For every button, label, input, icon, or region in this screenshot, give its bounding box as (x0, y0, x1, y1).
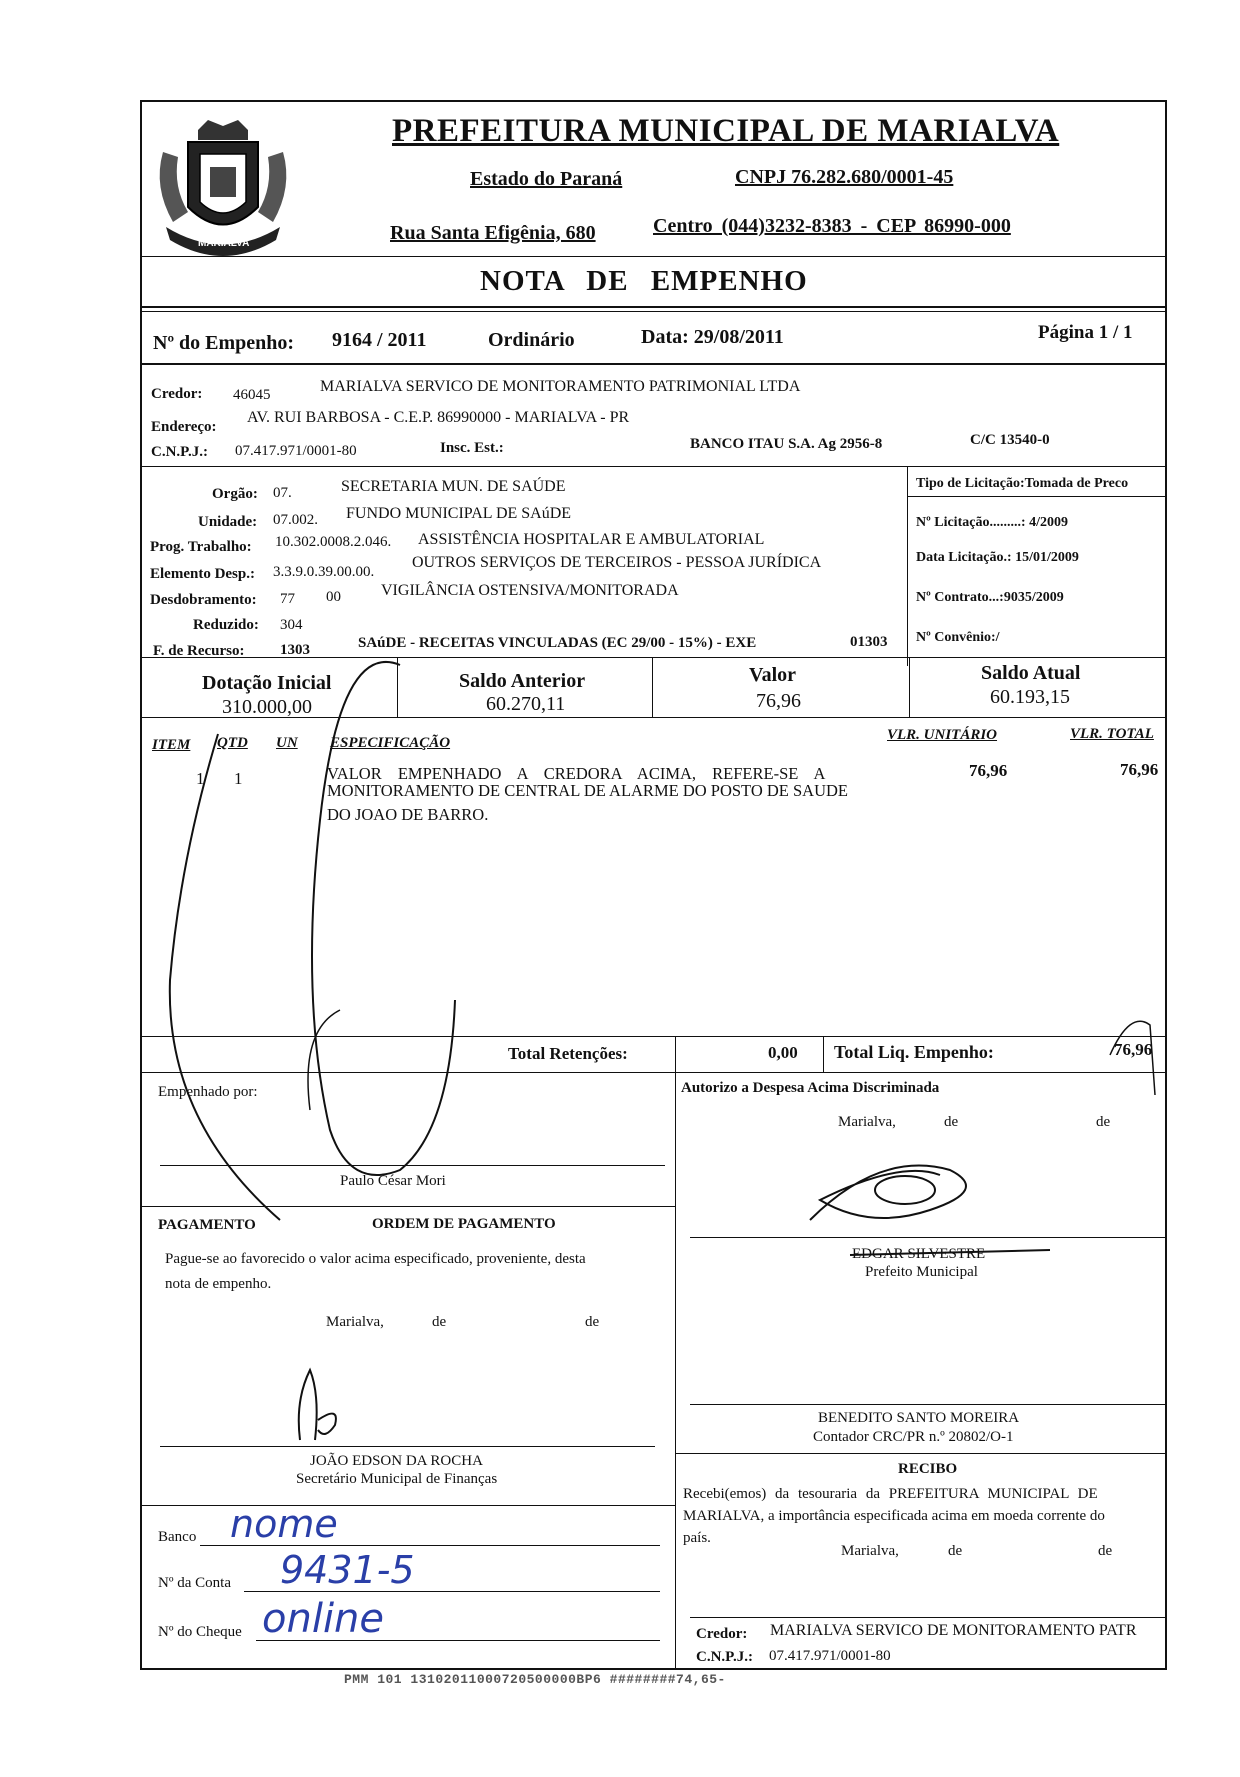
row-spec-line3: DO JOAO DE BARRO. (327, 805, 489, 824)
elemento-desc: OUTROS SERVIÇOS DE TERCEIROS - PESSOA JURÍDICA (412, 554, 822, 571)
credor-cc: C/C 13540-0 (970, 432, 1050, 448)
cheque-handwritten: online (262, 1596, 385, 1642)
empenho-date: Data: 29/08/2011 (641, 326, 784, 348)
autorizo-role: Prefeito Municipal (865, 1264, 978, 1280)
autorizo-label: Autorizo a Despesa Acima Discriminada (681, 1080, 940, 1096)
empenhado-label: Empenhado por: (158, 1084, 258, 1100)
tipo-licitacao: Tipo de Licitação:Tomada de Preco (916, 476, 1129, 491)
header-state: Estado do Paraná (470, 168, 623, 190)
cheque-label: Nº do Cheque (158, 1624, 242, 1640)
recurso-desc: SAúDE - RECEITAS VINCULADAS (EC 29/00 - 15%) - EXE (358, 635, 757, 651)
municipal-seal (148, 112, 298, 262)
prog-desc: ASSISTÊNCIA HOSPITALAR E AMBULATORIAL (418, 531, 765, 548)
col-vlr-unitario: VLR. UNITÁRIO (887, 727, 998, 743)
pagamento-text-line1: Pague-se ao favorecido o valor acima especificado, proveniente, desta (165, 1251, 586, 1267)
banco-handwritten: nome (230, 1502, 338, 1546)
dotacao-inicial-value: 310.000,00 (222, 696, 312, 718)
recibo-place: Marialva, (841, 1543, 899, 1559)
empenho-label: Nº do Empenho: (153, 332, 295, 354)
credor-code: 46045 (233, 387, 271, 403)
saldo-atual-label: Saldo Atual (981, 662, 1081, 684)
pagamento-de1: de (432, 1314, 447, 1330)
autorizo-name: EDGAR SILVESTRE (852, 1246, 986, 1262)
pagamento-name: JOÃO EDSON DA ROCHA (310, 1453, 483, 1469)
orgao-code: 07. (273, 485, 292, 501)
unidade-code: 07.002. (273, 512, 318, 528)
total-retencoes-label: Total Retenções: (508, 1044, 628, 1063)
elemento-label: Elemento Desp.: (150, 566, 255, 582)
cnpj-label: C.N.P.J.: (151, 444, 208, 460)
valor-value: 76,96 (756, 690, 801, 712)
recibo-de1: de (948, 1543, 963, 1559)
numero-convenio: Nº Convênio:/ (916, 630, 1000, 645)
page-title: PREFEITURA MUNICIPAL DE MARIALVA (392, 113, 1060, 149)
empenho-page: Página 1 / 1 (1038, 322, 1133, 343)
header-address: Rua Santa Efigênia, 680 (390, 222, 596, 244)
pagamento-place: Marialva, (326, 1314, 384, 1330)
recurso-code: 1303 (280, 642, 310, 658)
saldo-atual-value: 60.193,15 (990, 686, 1070, 708)
empenho-number: 9164 / 2011 (332, 329, 427, 351)
header-contact: Centro (044)3232-8383 - CEP 86990-000 (653, 215, 1011, 237)
header-cnpj: CNPJ 76.282.680/0001-45 (735, 166, 954, 188)
recibo-text-line1: Recebi(emos) da tesouraria da PREFEITURA MUNICIPAL DE (683, 1486, 1098, 1502)
numero-licitacao: Nº Licitação.........: 4/2009 (916, 515, 1068, 530)
endereco-label: Endereço: (151, 419, 217, 435)
conta-handwritten: 9431-5 (280, 1548, 415, 1592)
row-unit-value: 76,96 (969, 761, 1008, 780)
recibo-cnpj-value: 07.417.971/0001-80 (769, 1648, 891, 1664)
desdobramento-label: Desdobramento: (150, 592, 257, 608)
prog-label: Prog. Trabalho: (150, 539, 252, 555)
dotacao-inicial-label: Dotação Inicial (202, 672, 332, 694)
contador-name: BENEDITO SANTO MOREIRA (818, 1410, 1020, 1426)
footer-code: PMM 101 13102011000720500000BP6 ########74,65- (344, 1672, 726, 1687)
unidade-desc: FUNDO MUNICIPAL DE SAúDE (346, 505, 572, 522)
pagamento-role: Secretário Municipal de Finanças (296, 1471, 498, 1487)
pagamento-text-line2: nota de empenho. (165, 1276, 272, 1292)
orgao-desc: SECRETARIA MUN. DE SAÚDE (341, 478, 566, 495)
credor-address: AV. RUI BARBOSA - C.E.P. 86990000 - MARIALVA - PR (247, 409, 630, 426)
pagamento-label: PAGAMENTO (158, 1217, 256, 1233)
row-item: 1 (196, 769, 205, 788)
credor-name: MARIALVA SERVICO DE MONITORAMENTO PATRIMONIAL LTDA (320, 378, 801, 395)
col-un: UN (276, 735, 298, 751)
row-spec-line2: MONITORAMENTO DE CENTRAL DE ALARME DO POSTO DE SAUDE (327, 781, 848, 800)
valor-label: Valor (749, 664, 797, 686)
numero-contrato: Nº Contrato...:9035/2009 (916, 590, 1064, 605)
recibo-label: RECIBO (898, 1461, 958, 1477)
empenho-type: Ordinário (488, 329, 575, 351)
total-liquido-label: Total Liq. Empenho: (834, 1042, 994, 1062)
recurso-label: F. de Recurso: (153, 643, 245, 659)
pagamento-de2: de (585, 1314, 600, 1330)
total-liquido-value: 76,96 (1114, 1040, 1153, 1059)
desdobramento-code2: 00 (326, 589, 341, 605)
autorizo-de2: de (1096, 1114, 1111, 1130)
autorizo-place: Marialva, (838, 1114, 896, 1130)
insc-label: Insc. Est.: (440, 440, 504, 456)
recibo-text-line2: MARIALVA, a importância especificada acima em moeda corrente do (683, 1508, 1105, 1524)
credor-cnpj: 07.417.971/0001-80 (235, 443, 357, 459)
elemento-code: 3.3.9.0.39.00.00. (273, 564, 375, 580)
document-title: NOTA DE EMPENHO (480, 265, 808, 297)
credor-label: Credor: (151, 386, 203, 402)
recurso-code2: 01303 (850, 634, 888, 650)
col-especificacao: ESPECIFICAÇÃO (330, 735, 451, 751)
unidade-label: Unidade: (198, 514, 258, 530)
conta-label: Nº da Conta (158, 1575, 231, 1591)
credor-bank: BANCO ITAU S.A. Ag 2956-8 (690, 436, 883, 452)
recibo-cnpj-label: C.N.P.J.: (696, 1649, 753, 1665)
recibo-text-line3: país. (683, 1530, 711, 1546)
recibo-credor-label: Credor: (696, 1626, 748, 1642)
seal-text: MARIALVA (198, 238, 250, 249)
desdobramento-code: 77 (280, 591, 295, 607)
total-retencoes-value: 0,00 (768, 1043, 798, 1062)
data-licitacao: Data Licitação.: 15/01/2009 (916, 550, 1079, 565)
recibo-de2: de (1098, 1543, 1113, 1559)
row-total-value: 76,96 (1120, 760, 1159, 779)
empenhado-name: Paulo César Mori (340, 1173, 446, 1189)
saldo-anterior-value: 60.270,11 (486, 693, 566, 715)
col-item: ITEM (152, 737, 191, 753)
contador-role: Contador CRC/PR n.º 20802/O-1 (813, 1429, 1014, 1445)
recibo-credor-name: MARIALVA SERVICO DE MONITORAMENTO PATR (770, 1622, 1137, 1639)
reduzido-code: 304 (280, 617, 303, 633)
orgao-label: Orgão: (212, 486, 258, 502)
desdobramento-desc: VIGILÂNCIA OSTENSIVA/MONITORADA (381, 582, 679, 599)
col-qtd: QTD (217, 735, 248, 751)
banco-label: Banco (158, 1529, 197, 1545)
col-vlr-total: VLR. TOTAL (1070, 726, 1154, 742)
autorizo-de1: de (944, 1114, 959, 1130)
saldo-anterior-label: Saldo Anterior (459, 670, 586, 692)
row-spec-line1: VALOR EMPENHADO A CREDORA ACIMA, REFERE-SE A (327, 764, 826, 783)
reduzido-label: Reduzido: (193, 617, 259, 633)
prog-code: 10.302.0008.2.046. (275, 534, 392, 550)
row-qtd: 1 (234, 769, 243, 788)
ordem-pagamento-label: ORDEM DE PAGAMENTO (372, 1216, 556, 1232)
